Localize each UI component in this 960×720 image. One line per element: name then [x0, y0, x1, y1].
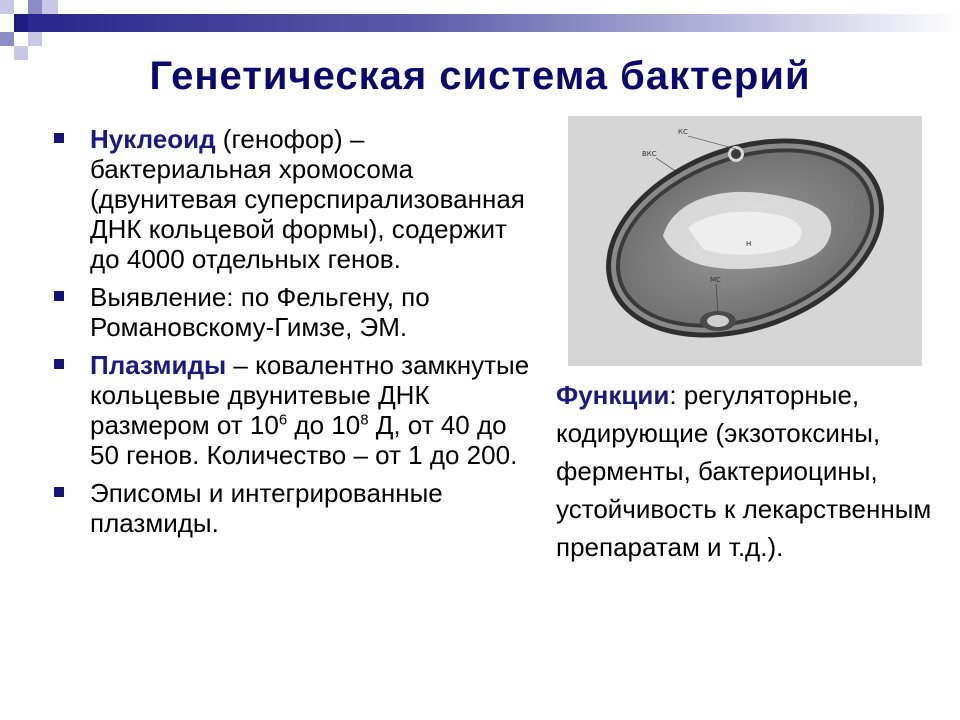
bullet-episomes [52, 478, 532, 538]
bacterium-micrograph [568, 116, 922, 366]
bullet-text: Д, от 40 до 50 генов. Количество – от 1 до 200. [90, 410, 518, 470]
square-bullet-icon [54, 133, 64, 143]
bullet-list [52, 124, 532, 546]
square-bullet-icon [54, 359, 64, 369]
label-cell-wall: КС [678, 128, 688, 136]
term-functions: Функции [556, 380, 670, 410]
bullet-text: – ковалентно замкнутые кольцевые двунитевые ДНК размером от 10 [90, 350, 530, 440]
label-inner-wall: ВКС [642, 150, 657, 158]
term-plasmids: Плазмиды [90, 350, 227, 380]
bullet-detection [52, 282, 532, 342]
bullet-text: Эписомы и интегрированные плазмиды. [90, 478, 443, 538]
bullet-text: до 10 [287, 410, 361, 440]
bullet-text: Выявление: по Фельгену, по Романовскому-Гимзе, ЭМ. [90, 282, 430, 342]
term-nucleoid: Нуклеоид [90, 124, 216, 154]
bullet-plasmids [52, 350, 532, 470]
square-bullet-icon [54, 291, 64, 301]
functions-text: : регуляторные, кодирующие (экзотоксины, ферменты, бактериоцины, устойчивость к лекарственным препаратам и т.д.). [556, 380, 932, 562]
label-nucleoid: Н [746, 240, 752, 248]
bullet-nucleoid [52, 124, 532, 274]
functions-paragraph [556, 376, 946, 566]
micrograph-image [568, 116, 922, 366]
label-mesosome: МС [710, 276, 721, 284]
header-gradient-bar [58, 14, 960, 32]
superscript: 6 [278, 411, 288, 429]
bullet-text: (генофор) – бактериальная хромосома (двунитевая суперспирализованная ДНК кольцевой формы), содержит до 4000 отдельных генов. [90, 124, 525, 274]
square-bullet-icon [54, 487, 64, 497]
superscript: 8 [360, 411, 369, 429]
slide-title: Генетическая система бактерий [149, 54, 811, 98]
